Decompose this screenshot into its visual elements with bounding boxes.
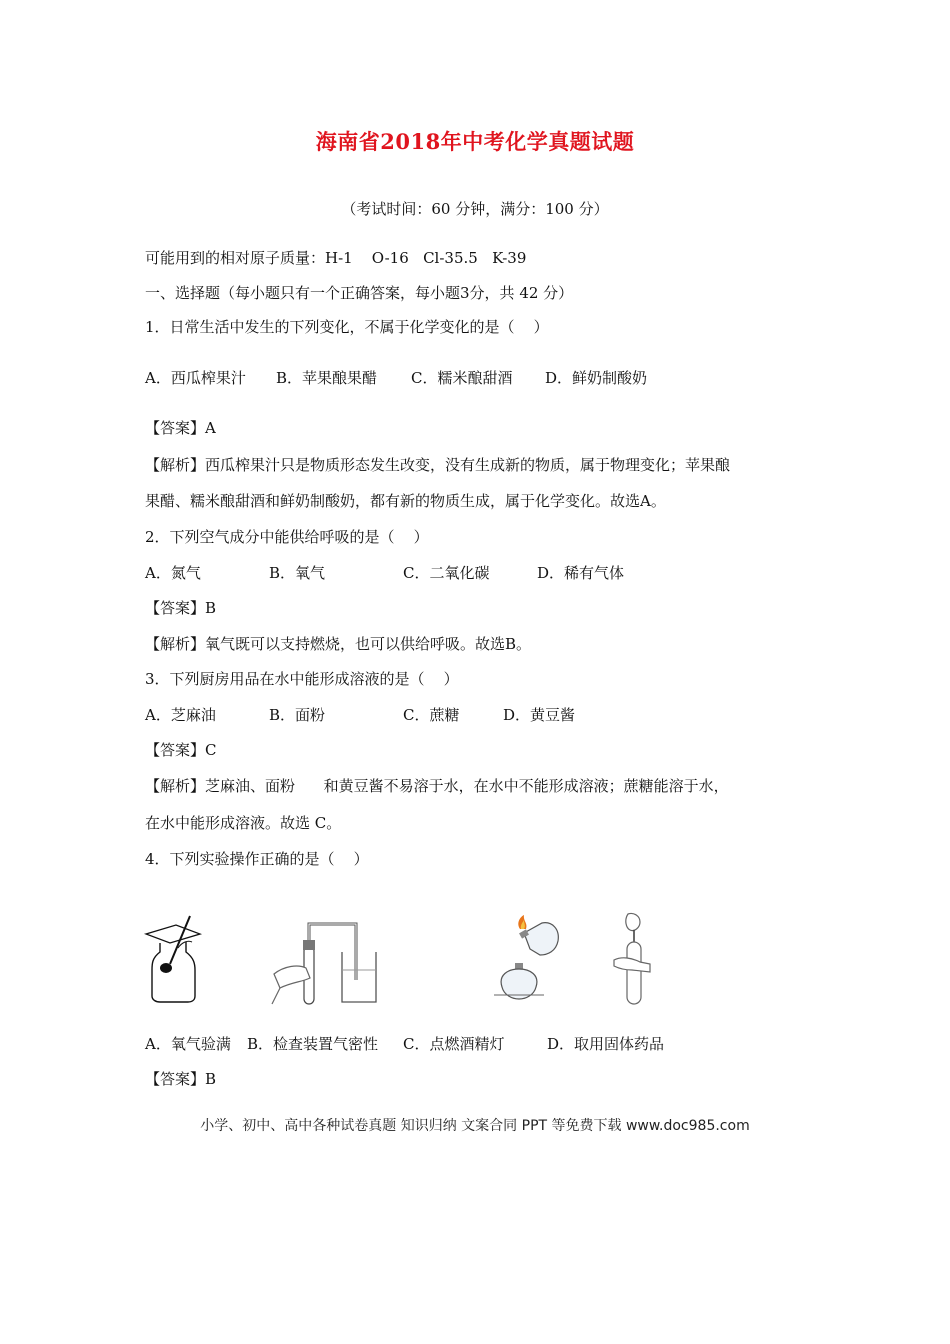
option-d: D．鲜奶制酸奶 [545,369,648,387]
option-b: B．面粉 [269,706,326,724]
option-d: D．黄豆酱 [503,706,576,724]
exam-info: （考试时间：60 分钟，满分：100 分） [341,200,609,218]
question-3-analysis-line-2: 在水中能形成溶液。故选 C。 [145,814,342,832]
option-c: C．二氧化碳 [403,564,490,582]
question-2-analysis: 【解析】氧气既可以支持燃烧，也可以供给呼吸。故选B。 [145,635,532,653]
question-1-analysis-line-2: 果醋、糯米酿甜酒和鲜奶制酸奶，都有新的物质生成，属于化学变化。故选A。 [145,492,666,510]
option-d: D．稀有气体 [537,564,625,582]
oxygen-test-figure [142,912,204,1006]
option-c: C．点燃酒精灯 [403,1035,505,1053]
question-4-stem: 4．下列实验操作正确的是（ ） [145,850,369,868]
option-a: A．西瓜榨果汁 [145,369,246,387]
option-c: C．糯米酿甜酒 [411,369,513,387]
question-1-stem: 1．日常生活中发生的下列变化，不属于化学变化的是（ ） [145,318,549,336]
airtightness-check-figure [270,918,390,1008]
option-c: C．蔗糖 [403,706,460,724]
option-a: A．氧气验满 [145,1035,231,1053]
section-heading: 一、选择题（每小题只有一个正确答案，每小题3分，共 42 分） [145,284,574,302]
question-3-analysis-line-1: 【解析】芝麻油、面粉 和黄豆酱不易溶于水，在水中不能形成溶液；蔗糖能溶于水， [145,777,729,795]
atomic-masses: 可能用到的相对原子质量：H-1 O-16 Cl-35.5 K-39 [145,249,527,267]
question-3-answer: 【答案】C [145,741,217,759]
question-3-stem: 3．下列厨房用品在水中能形成溶液的是（ ） [145,670,459,688]
option-d: D．取用固体药品 [547,1035,665,1053]
alcohol-lamp-figure [490,915,568,1007]
question-2-stem: 2．下列空气成分中能供给呼吸的是（ ） [145,528,429,546]
option-a: A．芝麻油 [145,706,216,724]
question-1-answer: 【答案】A [145,419,216,437]
page-footer: 小学、初中、高中各种试卷真题 知识归纳 文案合同 PPT 等免费下载 www.doc985.com [200,1118,750,1134]
question-4-answer: 【答案】B [145,1070,217,1088]
option-b: B．氧气 [269,564,326,582]
question-1-analysis-line-1: 【解析】西瓜榨果汁只是物质形态发生改变，没有生成新的物质，属于物理变化；苹果酿 [145,456,731,474]
solid-reagent-figure [610,912,660,1008]
option-a: A．氮气 [145,564,201,582]
page-title: 海南省2018年中考化学真题试题 [315,129,635,154]
option-b: B．苹果酿果醋 [276,369,378,387]
question-2-answer: 【答案】B [145,599,217,617]
option-b: B．检查装置气密性 [247,1035,379,1053]
